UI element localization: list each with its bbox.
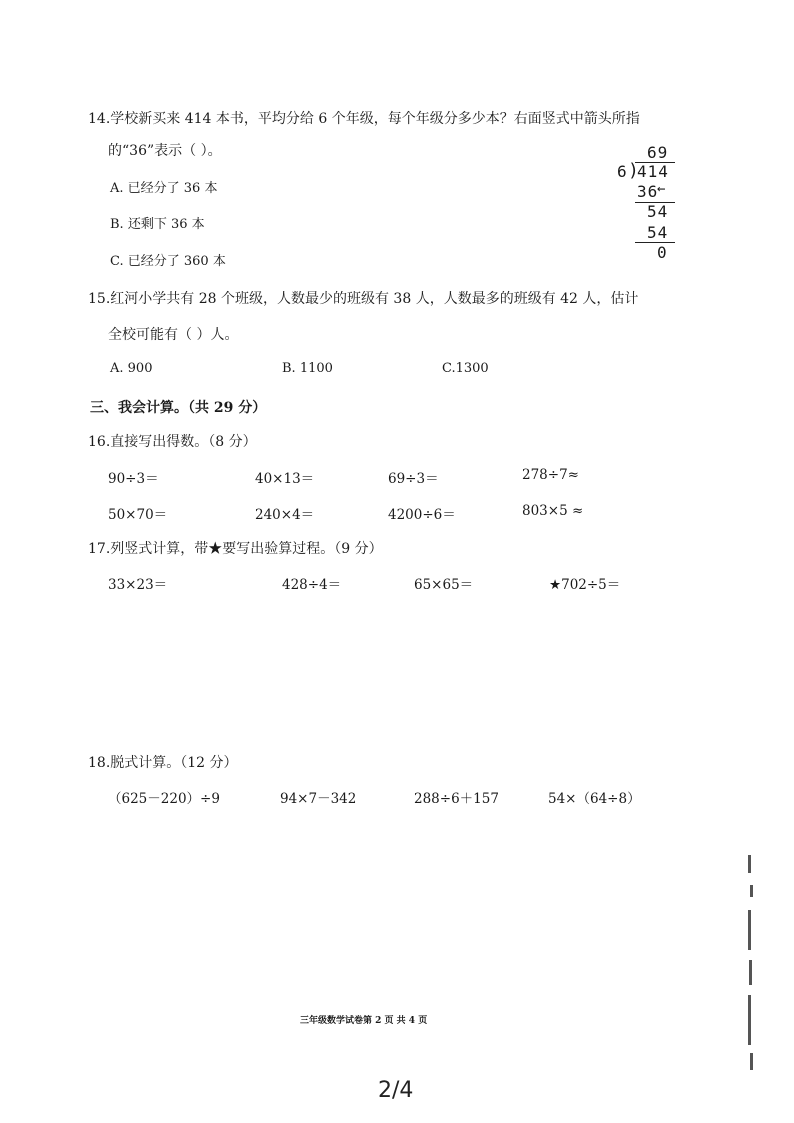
q14-option-b: B. 还剩下 36 本 (110, 217, 205, 232)
q17-item: 65×65＝ (414, 577, 474, 593)
section-title: 三、我会计算。（共 29 分） (90, 400, 267, 416)
q17-title: 17.列竖式计算，带★要写出验算过程。（9 分） (88, 541, 383, 557)
page-indicator: 2/4 (378, 1078, 414, 1103)
q16-item: 90÷3＝ (108, 471, 159, 487)
long-division (617, 143, 687, 263)
q16-item: 50×70＝ (108, 507, 168, 523)
long-division-line2 (635, 242, 675, 243)
q18-item: 54×（64÷8） (548, 791, 641, 807)
q14-line1: 14.学校新买来 414 本书，平均分给 6 个年级，每个年级分多少本？右面竖式中箭头所指 (88, 111, 640, 127)
q15-option-c: C.1300 (442, 361, 489, 376)
long-division-step1: 36 (637, 182, 659, 201)
q16-item: 240×4＝ (255, 507, 315, 523)
long-division-remainder1: 54 (647, 202, 669, 221)
page-footer: 三年级数学试卷第 2 页 共 4 页 (300, 1016, 428, 1026)
long-division-bracket: ) (628, 160, 640, 181)
q16-item: 40×13＝ (255, 471, 315, 487)
long-division-step2: 54 (647, 223, 669, 242)
q18-item: 94×7－342 (280, 791, 357, 807)
q17-item: ★702÷5＝ (549, 577, 621, 593)
q14-option-c: C. 已经分了 360 本 (110, 254, 226, 269)
q15-line2: 全校可能有（ ）人。 (108, 327, 239, 343)
q18-item: （625－220）÷9 (108, 791, 220, 807)
long-division-dividend: 414 (637, 162, 669, 181)
q15-option-a: A. 900 (110, 361, 153, 376)
long-division-quotient: 69 (647, 143, 669, 162)
q16-title: 16.直接写出得数。（8 分） (88, 434, 257, 450)
long-division-remainder2: 0 (657, 243, 668, 262)
q14-line2: 的“36”表示（ ）。 (108, 143, 222, 159)
q15-option-b: B. 1100 (282, 361, 333, 376)
q18-title: 18.脱式计算。（12 分） (88, 755, 238, 771)
q16-item: 69÷3＝ (388, 471, 439, 487)
arrow-icon: ← (657, 181, 667, 197)
long-division-divisor: 6 (617, 162, 628, 181)
scan-edge-marks (748, 855, 756, 1070)
q16-item: 803×5 ≈ (522, 503, 584, 519)
q18-item: 288÷6＋157 (414, 791, 499, 807)
q16-item: 4200÷6＝ (388, 507, 456, 523)
q14-option-a: A. 已经分了 36 本 (110, 181, 218, 196)
q17-item: 428÷4＝ (282, 577, 342, 593)
q16-item: 278÷7≈ (522, 467, 579, 483)
q17-item: 33×23＝ (108, 577, 168, 593)
q15-line1: 15.红河小学共有 28 个班级，人数最少的班级有 38 人，人数最多的班级有 42 人，估计 (88, 291, 639, 307)
